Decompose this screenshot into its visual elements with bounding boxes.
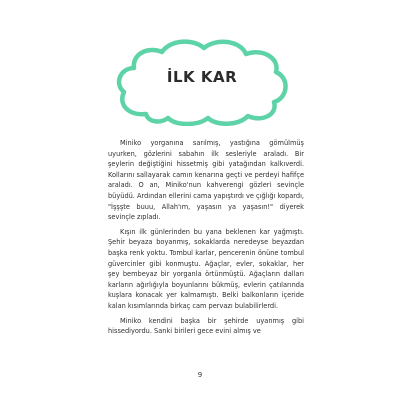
chapter-body [108, 138, 304, 337]
paragraph: Miniko kendini başka bir şehirde uyanmış gibi hissediyordu. Sanki birileri gece evini almış ve [108, 316, 304, 336]
paragraph: Miniko yorganına sarılmış, yastığına gömülmüş uyurken, gözlerini sabahın ilk sesleriyle araladı. Bir şeylerin değiştiğini hissetmiş gibi yatağından kalkıverdi. Kollarını sallayarak camın kenarına geçti ve perdeyi hafifçe araladı. O an, Miniko'nun kahverengi gözleri sevinçle büyüdü. Ardından ellerini cama yapıştırdı ve çığlığı kopardı, "İşşşte buuu, Allah'ım, yaşasın ya yaşasın!" diyerek sevinçle zıpladı. [108, 139, 305, 222]
chapter-title-cloud [112, 38, 292, 126]
paragraph: Kışın ilk günlerinden bu yana beklenen kar yağmıştı. Şehir beyaza boyanmış, sokaklarda neredeyse beyazdan başka renk yoktu. Tombul karlar, pencerenin önüne tombul güvercinler gibi konmuştu. Ağaçlar, evler, sokaklar, her şey bembeyaz bir yorganla örtünmüştü. Ağaçların dalları karların ağırlığıyla boyunlarını bükmüş, evlerin çatılarında kuşlara konacak yer kalmamıştı. Belki balkonların içeride kalan kısımlarında birkaç cam pervazı bulabilirlerdi. [108, 227, 304, 310]
page-number: 9 [197, 371, 203, 379]
chapter-title: İLK KAR [166, 68, 238, 86]
